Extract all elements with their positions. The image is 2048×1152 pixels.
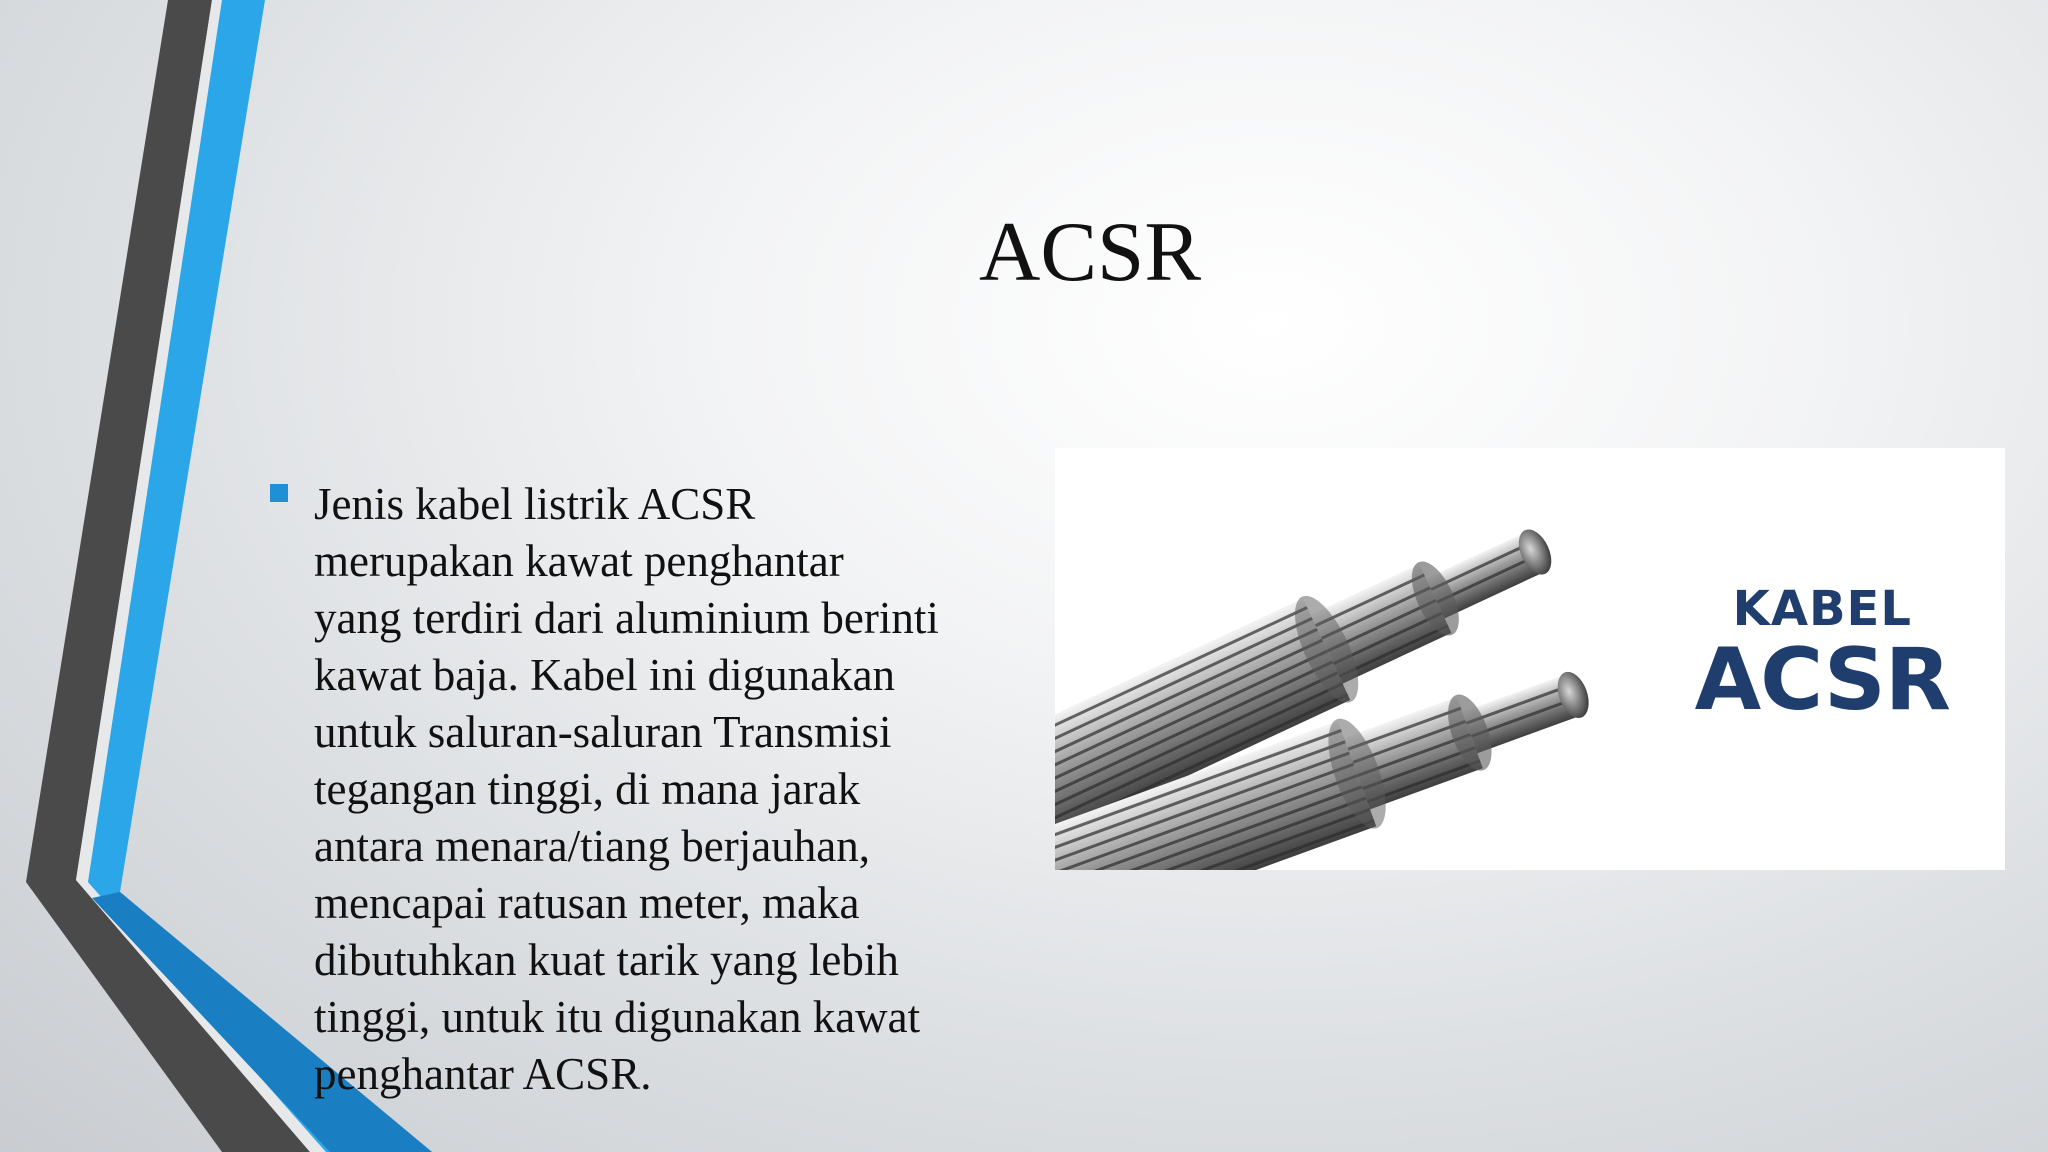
body-line: antara menara/tiang berjauhan, — [314, 821, 870, 871]
cable-illustration — [1055, 448, 1675, 870]
body-line: tegangan tinggi, di mana jarak — [314, 764, 861, 814]
logo-line-acsr: ACSR — [1694, 630, 1950, 730]
logo-line-kabel: KABEL — [1732, 581, 1912, 637]
kabel-acsr-logo — [1694, 581, 1950, 730]
body-line: untuk saluran-saluran Transmisi — [314, 707, 892, 757]
body-line: tinggi, untuk itu digunakan kawat — [314, 992, 921, 1042]
body-line: yang terdiri dari aluminium berinti — [314, 593, 939, 643]
bullet-square-icon — [270, 484, 288, 502]
body-line: kawat baja. Kabel ini digunakan — [314, 650, 896, 700]
body-line: mencapai ratusan meter, maka — [314, 878, 860, 928]
body-line: Jenis kabel listrik ACSR — [314, 479, 756, 529]
body-line: dibutuhkan kuat tarik yang lebih — [314, 935, 899, 985]
body-line: penghantar ACSR. — [314, 1049, 652, 1099]
bullet-paragraph — [314, 476, 1010, 1103]
body-line: merupakan kawat penghantar — [314, 536, 844, 586]
slide-title: ACSR — [978, 205, 1202, 299]
bullet-list — [270, 476, 1010, 1103]
acsr-cable-image — [1055, 448, 2005, 870]
